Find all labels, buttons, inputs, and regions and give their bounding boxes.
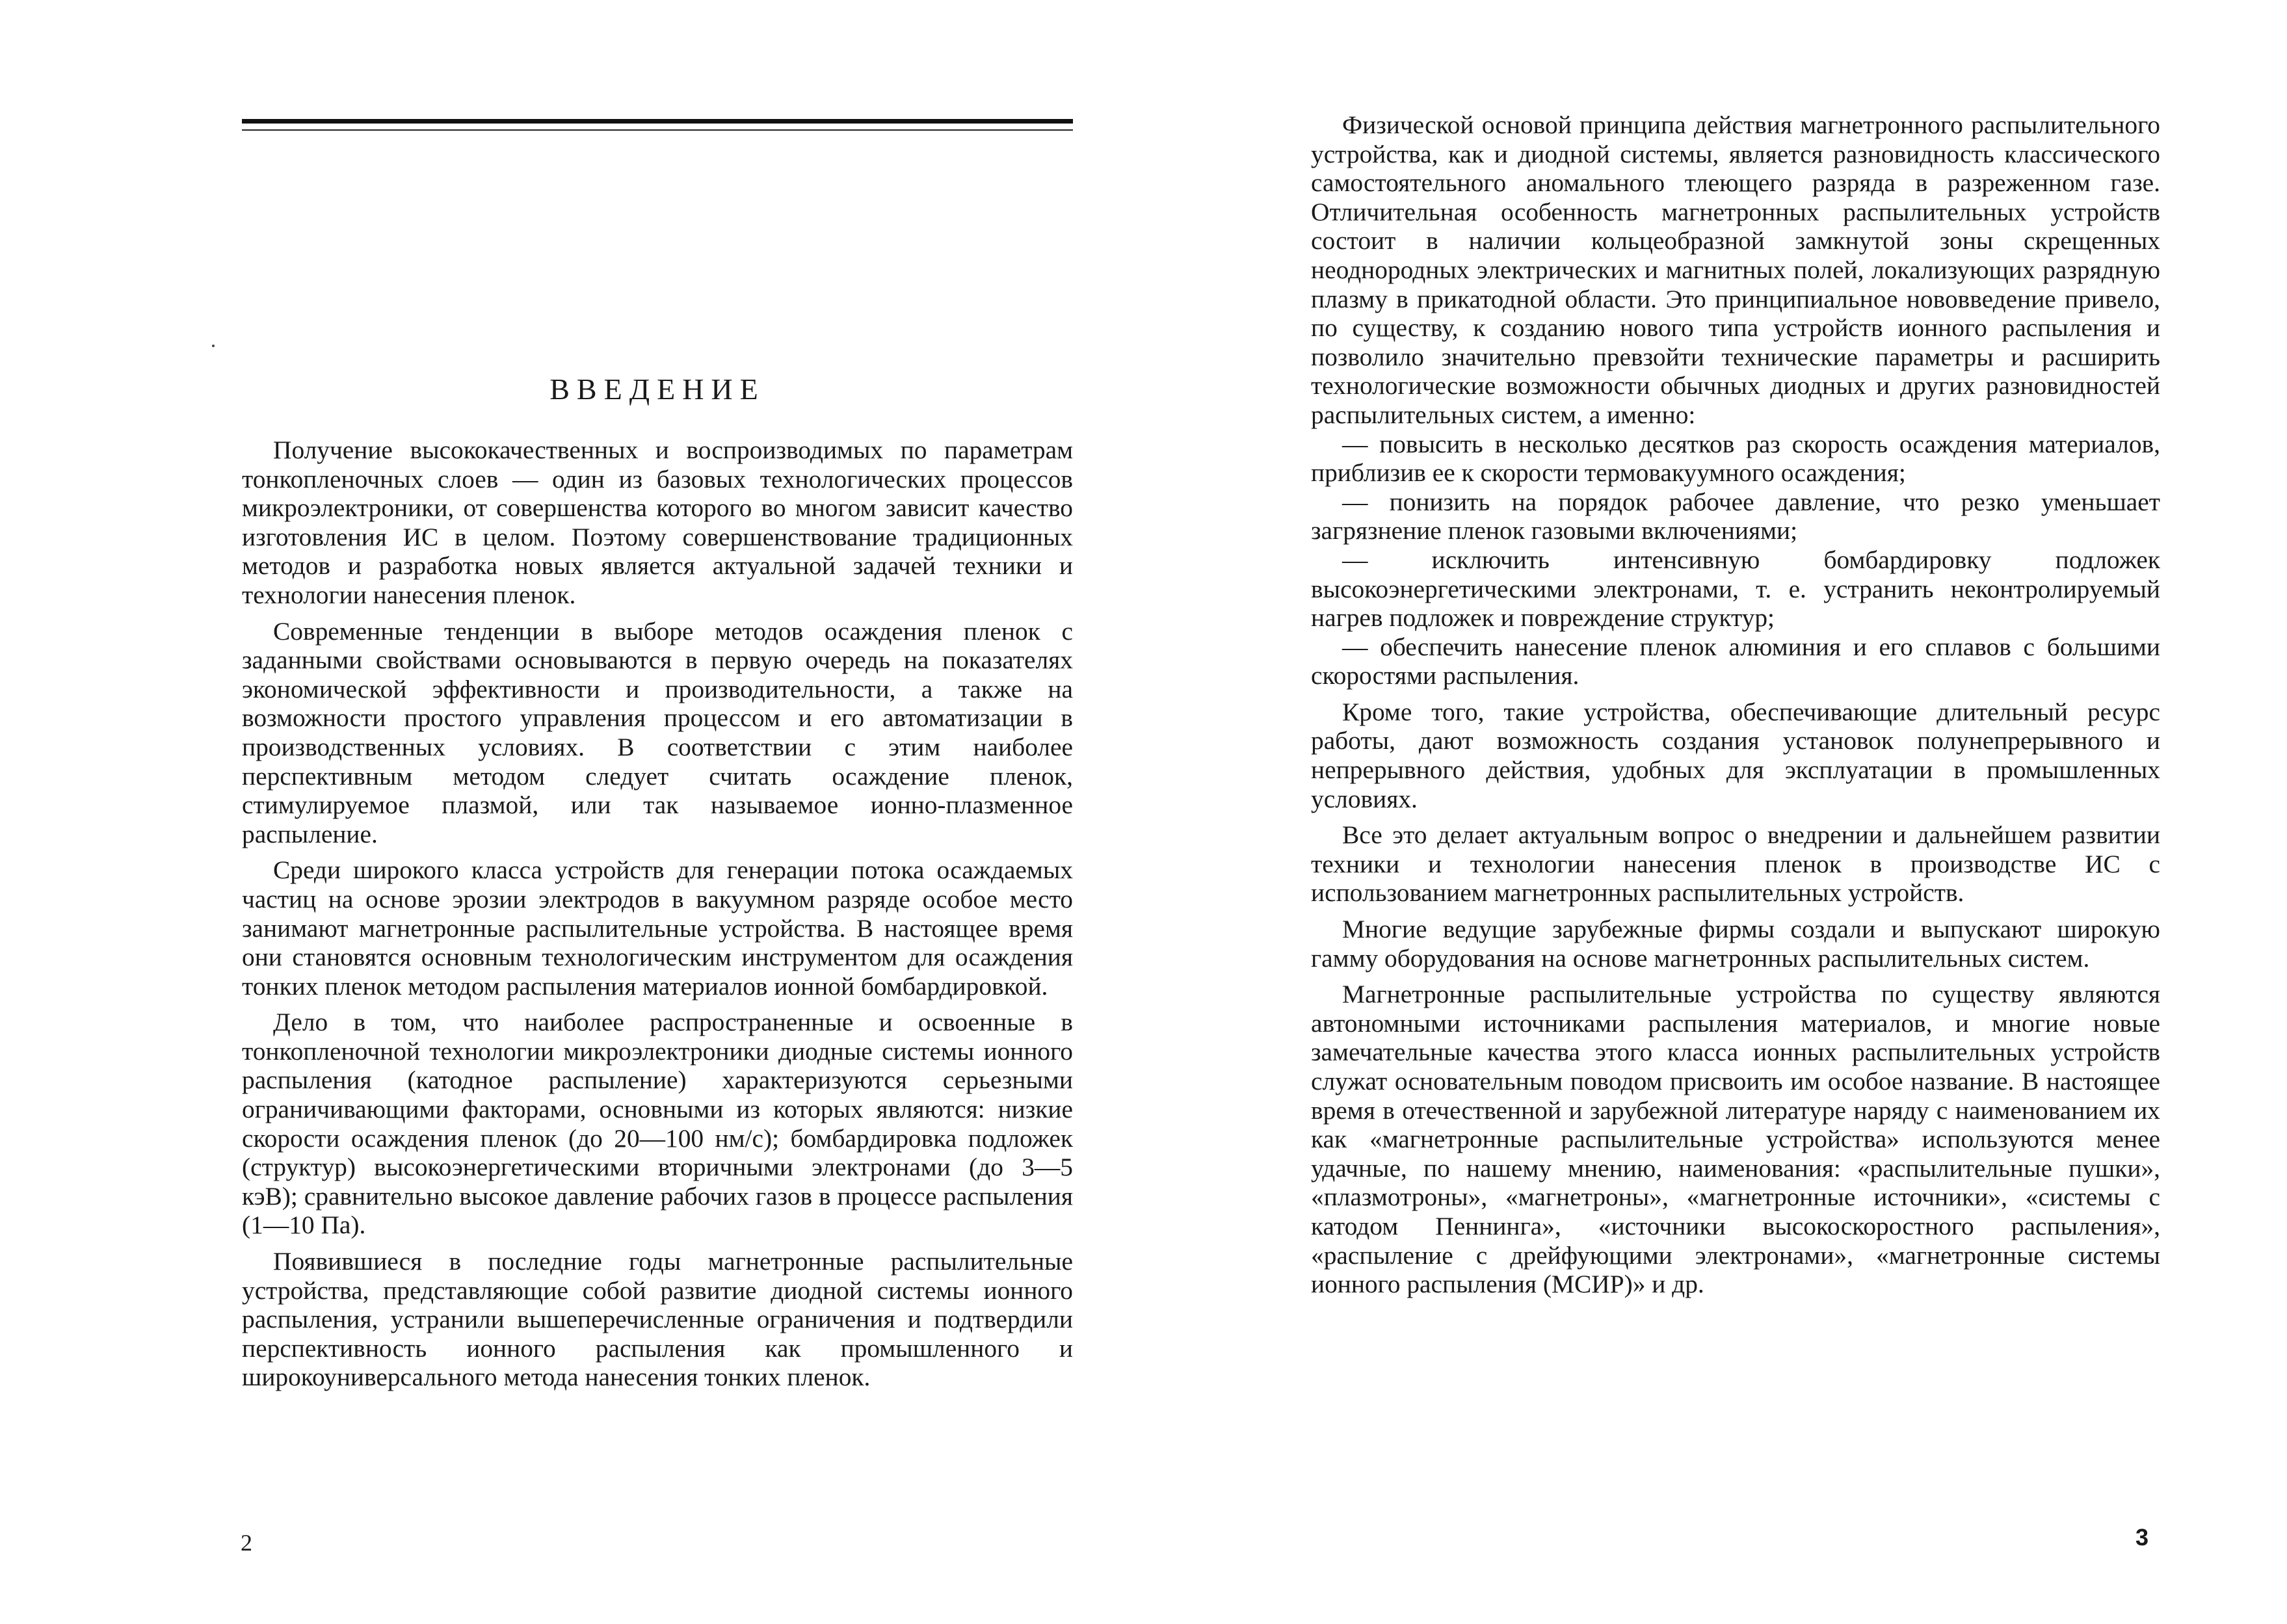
list-item: — обеспечить нанесение пленок алюминия и его сплавов с большими скоростями распыления. (1311, 632, 2160, 690)
left-page (0, 0, 1143, 1624)
paragraph: Магнетронные распылительные устройства по существу являются автономными источниками распыления материалов, и многие новые замечательные качества этого класса ионных распылительных устройств служат основательным поводом присвоить им особое название. В настоящее время в отечественной и зарубежной литературе наряду с наименованием их как «магнетронные распылительные устройства» используются менее удачные, по нашему мнению, наименования: «распылительные пушки», «плазмотроны», «магнетроны», «магнетронные источники», «системы с катодом Пеннинга», «источники высокоскоростного распыления», «распыление с дрейфующими электронами», «магнетронные системы ионного распыления (МСИР)» и др. (1311, 980, 2160, 1299)
paragraph: Дело в том, что наиболее распространенные и освоенные в тонкопленочной технологии микроэлектроники диодные системы ионного распыления (катодное распыление) характеризуются серьезными ограничивающими факторами, основными из которых являются: низкие скорости осаждения пленок (до 20—100 нм/с); бомбардировка подложек (структур) высокоэнергетическими вторичными электронами (до 3—5 кэВ); сравнительно высокое давление рабочих газов в процессе распыления (1—10 Па). (242, 1008, 1073, 1240)
paragraph: Кроме того, такие устройства, обеспечивающие длительный ресурс работы, дают возможность создания установок полунепрерывного и непрерывного действия, удобных для эксплуатации в промышленных условиях. (1311, 697, 2160, 813)
paragraph: Получение высококачественных и воспроизводимых по параметрам тонкопленочных слоев — один из базовых технологических процессов микроэлектроники, от совершенства которого во многом зависит качество изготовления ИС в целом. Поэтому совершенствование традиционных методов и разработка новых является актуальной задачей техники и технологии нанесения пленок. (242, 436, 1073, 609)
page-number-left: 2 (241, 1530, 252, 1556)
paragraph: Среди широкого класса устройств для генерации потока осаждаемых частиц на основе эрозии электродов в вакуумном разряде особое место занимают магнетронные распылительные устройства. В настоящее время они становятся основным технологическим инструментом для осаждения тонких пленок методом распыления материалов ионной бомбардировкой. (242, 856, 1073, 1001)
list-item: — понизить на порядок рабочее давление, что резко уменьшает загрязнение пленок газовыми включениями; (1311, 487, 2160, 545)
paragraph: Все это делает актуальным вопрос о внедрении и дальнейшем развитии техники и технологии нанесения пленок в производстве ИС с использованием магнетронных распылительных устройств. (1311, 820, 2160, 908)
page-number-right: 3 (2135, 1524, 2149, 1551)
paragraph: Появившиеся в последние годы магнетронные распылительные устройства, представляющие собой развитие диодной системы ионного распыления, устранили вышеперечисленные ограничения и подтвердили перспективность ионного распыления как промышленного и широкоуниверсального метода нанесения тонких пленок. (242, 1247, 1073, 1392)
print-speck (212, 345, 215, 347)
paragraph: Современные тенденции в выборе методов осаждения пленок с заданными свойствами основываются в первую очередь на показателях экономической эффективности и производительности, а также на возможности простого управления процессом и его автоматизации в производственных условиях. В соответствии с этим наиболее перспективным методом следует считать осаждение пленок, стимулируемое плазмой, или так называемое ионно-плазменное распыление. (242, 616, 1073, 848)
paragraph: Физической основой принципа действия магнетронного распылительного устройства, как и диодной системы, является разновидность классического самостоятельного аномального тлеющего разряда в разреженном газе. Отличительная особенность магнетронных распылительных устройств состоит в наличии кольцеобразной замкнутой зоны скрещенных неоднородных электрических и магнитных полей, локализующих разрядную плазму в прикатодной области. Это принципиальное нововведение привело, по существу, к созданию нового типа устройств ионного распыления и позволило значительно превзойти технические параметры и расширить технологические возможности обычных диодных и других разновидностей распылительных систем, а именно: (1311, 111, 2160, 429)
top-rule-thin (242, 129, 1073, 131)
chapter-heading: ВВЕДЕНИЕ (549, 373, 765, 406)
list-item: — повысить в несколько десятков раз скорость осаждения материалов, приблизив ее к скорости термовакуумного осаждения; (1311, 429, 2160, 488)
left-body-text (242, 436, 1073, 1392)
list-item: — исключить интенсивную бомбардировку подложек высокоэнергетическими электронами, т. е. устранить неконтролируемый нагрев подложек и повреждение структур; (1311, 545, 2160, 633)
right-body-text (1311, 111, 2160, 1299)
top-rule (242, 119, 1073, 124)
paragraph: Многие ведущие зарубежные фирмы создали и выпускают широкую гамму оборудования на основе магнетронных распылительных систем. (1311, 915, 2160, 973)
